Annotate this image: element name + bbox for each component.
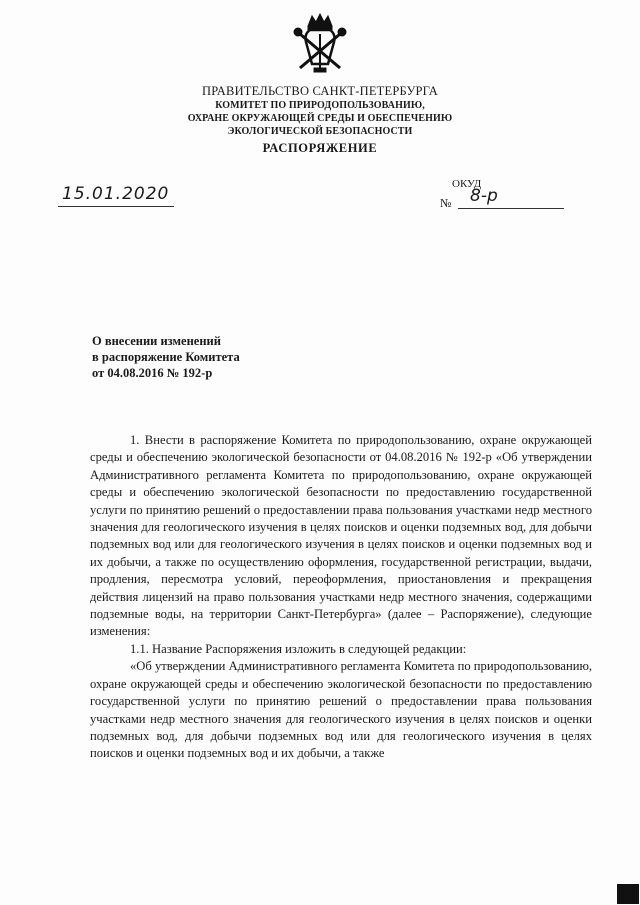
date-underline xyxy=(58,206,174,207)
document-date: 15.01.2020 xyxy=(62,184,170,204)
subject-line-1: О внесении изменений xyxy=(92,334,221,348)
paragraph-2: 1.1. Название Распоряжения изложить в следующей редакции: xyxy=(130,641,467,656)
document-subject xyxy=(92,333,240,381)
paragraph-1: 1. Внести в распоряжение Комитета по природопользованию, охране окружающей среды и обеспечению экологической безопасности от 04.08.2016 № 192-р «Об утверждении Административного регламента Комитета по природопользованию, охране окружающей среды и обеспечению экологической безопасности по предоставлению государственной услуги по принятию решений о предоставлении права пользования участками недр местного значения для геологического изучения в целях поисков и оценки подземных вод, для добычи подземных вод или для геологического изучения в целях поисков и оценки подземных вод и их добычи, а также по осуществлению оформления, государственной регистрации, выдачи, продления, пересмотра условий, переоформления, приостановления и прекращения действия лицензий на право пользования участками недр местного значения, содержащими подземные воды, на территории Санкт-Петербурга» (далее – Распоряжение), следующие изменения: xyxy=(90,433,592,639)
number-label: № xyxy=(440,196,452,210)
subject-line-3: от 04.08.2016 № 192-р xyxy=(92,366,213,380)
coat-of-arms-emblem xyxy=(290,12,350,74)
document-header xyxy=(0,84,640,157)
number-underline xyxy=(458,208,564,209)
committee-line-3: ЭКОЛОГИЧЕСКОЙ БЕЗОПАСНОСТИ xyxy=(227,126,413,137)
okud-label: ОКУД xyxy=(452,178,482,190)
government-title: ПРАВИТЕЛЬСТВО САНКТ-ПЕТЕРБУРГА xyxy=(202,84,438,98)
paragraph-3: «Об утверждении Административного регламента Комитета по природопользованию, охране окружающей среды и обеспечению экологической безопасности по предоставлению государственной услуги по принятию решений о предоставлении права пользования участками недр местного значения для геологического изучения в целях поисков и оценки подземных вод, для добычи подземных вод или для геологического изучения в целях поисков и оценки подземных вод и их добычи, а также xyxy=(90,659,593,761)
committee-line-2: ОХРАНЕ ОКРУЖАЮЩЕЙ СРЕДЫ И ОБЕСПЕЧЕНИЮ xyxy=(187,113,453,124)
document-body xyxy=(90,432,592,763)
document-type: РАСПОРЯЖЕНИЕ xyxy=(262,141,378,155)
committee-line-1: КОМИТЕТ ПО ПРИРОДОПОЛЬЗОВАНИЮ, xyxy=(215,100,425,111)
document-number: 8-р xyxy=(470,186,498,206)
scan-corner-mark xyxy=(617,884,639,904)
subject-line-2: в распоряжение Комитета xyxy=(92,350,240,364)
